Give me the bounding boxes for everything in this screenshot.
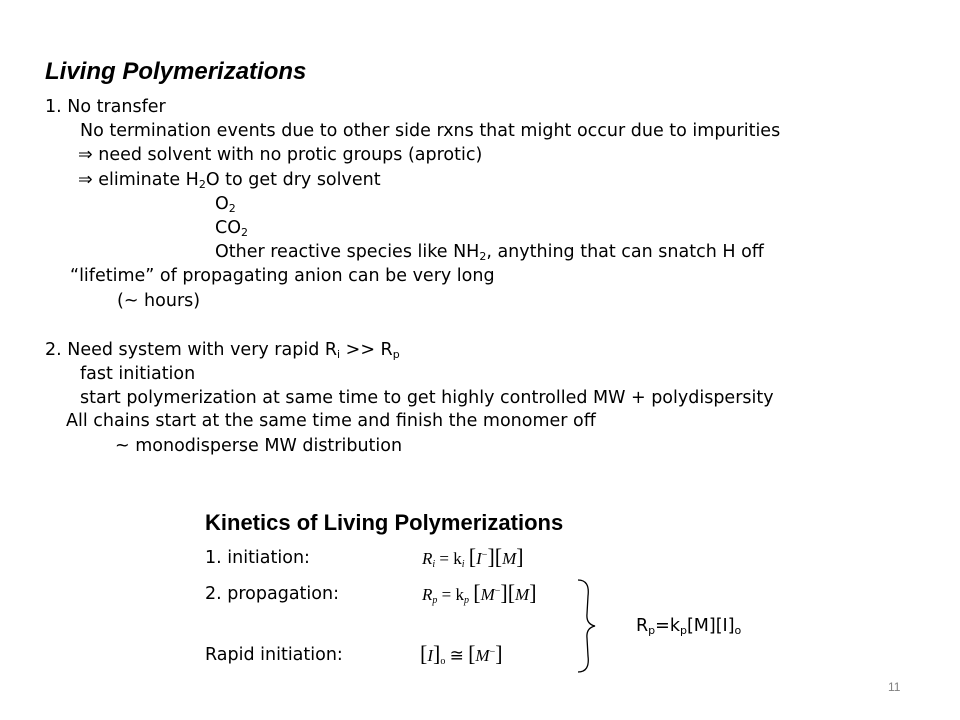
equation-propagation-rate: $R_p = k_p$ [M−][M] (422, 580, 537, 606)
slide-title: Living Polymerizations (45, 58, 307, 85)
section1-line2: ⇒ need solvent with no protic groups (aprotic) (78, 145, 483, 165)
label-initiation: 1. initiation: (205, 548, 310, 568)
section2-line3: All chains start at the same time and finish the monomer off (66, 411, 596, 431)
section2-line2: start polymerization at same time to get highly controlled MW + polydispersity (80, 388, 774, 408)
hours-line: (~ hours) (117, 291, 201, 311)
impurity-o2: $O_2$ (215, 194, 236, 215)
section2-line4: ~ monodisperse MW distribution (115, 436, 403, 456)
label-rapid-initiation: Rapid initiation: (205, 645, 343, 665)
kinetics-title: Kinetics of Living Polymerizations (205, 510, 564, 535)
section1-heading: 1. No transfer (45, 97, 166, 117)
section1-line1: No termination events due to other side rxns that might occur due to impurities (80, 121, 781, 141)
section2-line1: fast initiation (80, 364, 196, 384)
page-number: 11 (888, 680, 901, 694)
section2-heading: 2. Need system with very rapid $R_i >> R_p$ (45, 340, 400, 361)
rate-result-equation: $R_p=k_p[M][I]_o$ (636, 616, 742, 637)
lifetime-line: “lifetime” of propagating anion can be very long (70, 266, 495, 286)
impurity-co2: $CO_2$ (215, 218, 248, 239)
section1-line3: ⇒ eliminate $H_2O$ to get dry solvent (78, 170, 381, 191)
impurity-other: Other reactive species like $NH_2$, anything that can snatch H off (215, 242, 764, 263)
equation-rapid-initiation: $[I]_o$ ≅ [M−] (420, 641, 503, 667)
right-brace-icon (568, 578, 608, 674)
equation-initiation-rate: $R_i = k_i$ [I−][M] (422, 544, 524, 570)
implies-arrow-icon: ⇒ (78, 145, 93, 165)
implies-arrow-icon: ⇒ (78, 170, 93, 190)
label-propagation: 2. propagation: (205, 584, 339, 604)
